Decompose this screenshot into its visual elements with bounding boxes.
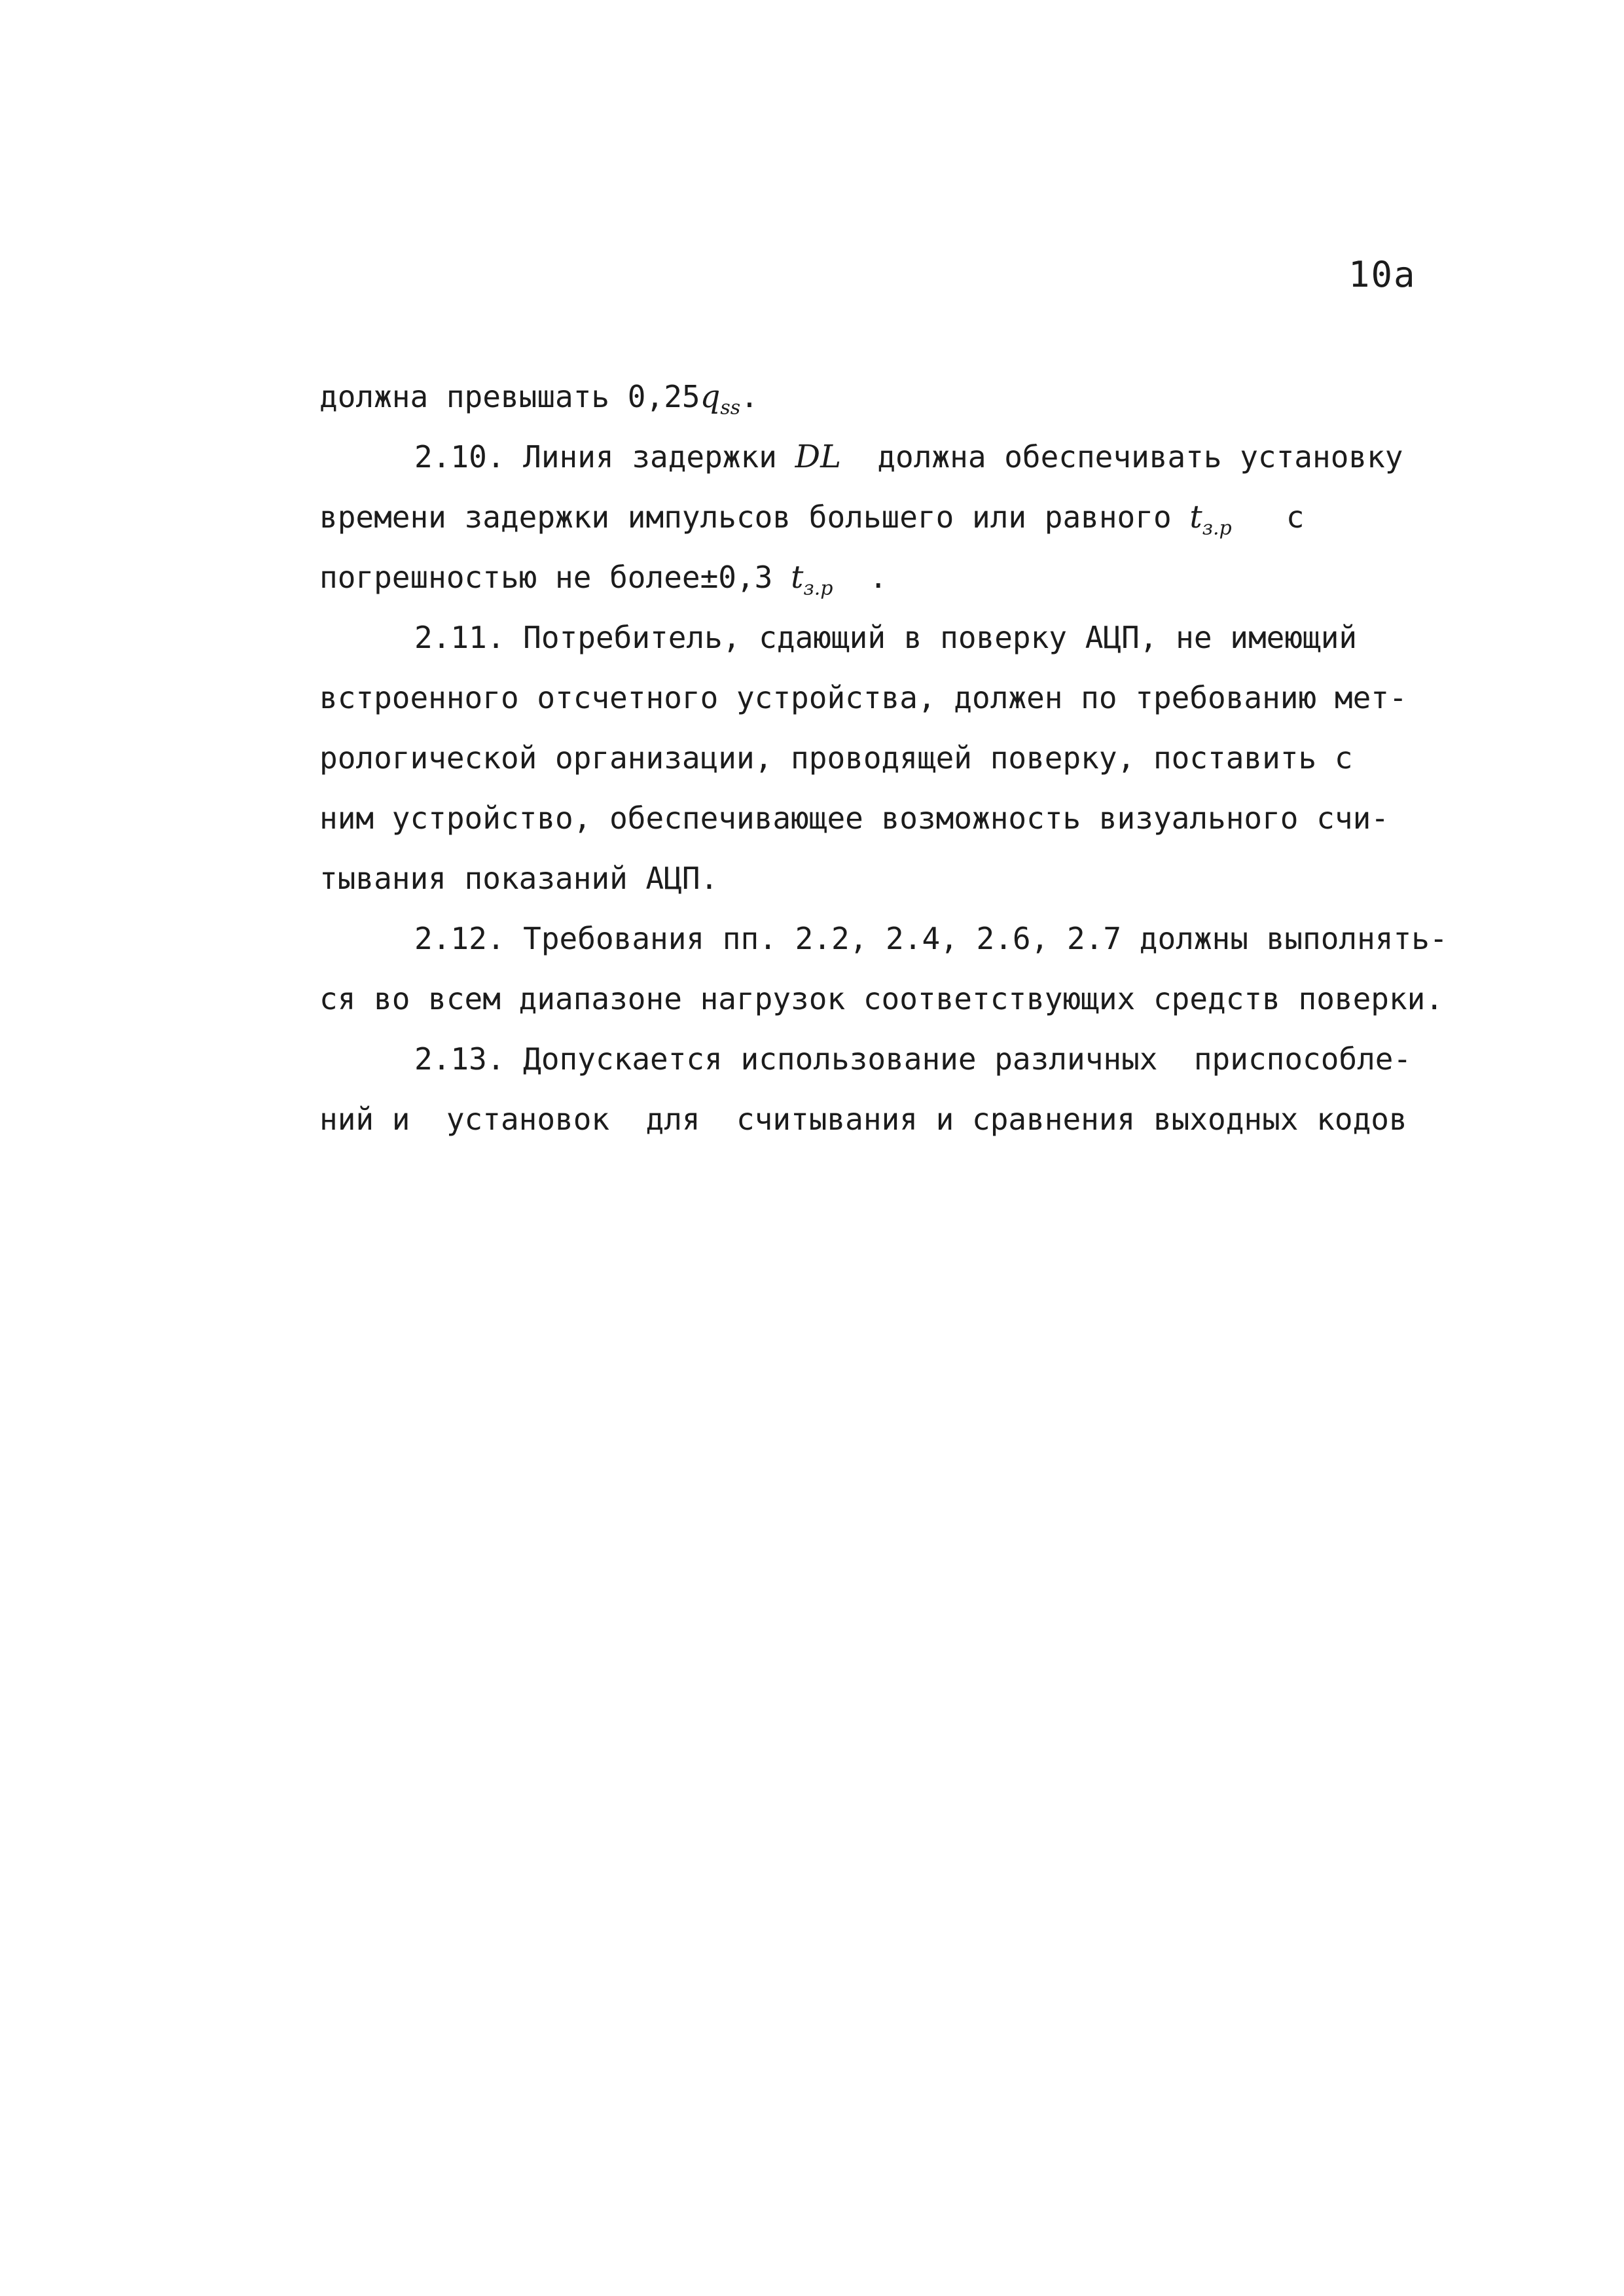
line-2-text: 2.10. Линия задержки [414,439,795,475]
line-1-text: должна превышать 0,25 [319,379,700,414]
dl-symbol: DL [795,439,841,475]
line-2-trail: должна обеспечивать установку [840,439,1403,475]
text-line-13: ний и установок для считывания и сравнения выходных кодов [319,1102,1407,1137]
text-line-4 [319,547,1458,607]
text-line-11: ся во всем диапазоне нагрузок соответствующих средств поверки. [319,981,1444,1016]
q-symbol: q [700,378,721,415]
line-4-text: погрешностью не более±0,3 [319,560,791,595]
t-subscript-1: з.р [1202,516,1232,540]
document-body [319,367,1458,1149]
line-1-period: . [740,379,759,414]
text-line-2 [319,427,1458,487]
line-3-trail: с [1231,499,1305,535]
t-subscript-2: з.р [803,577,833,600]
text-line-8: ним устройство, обеспечивающее возможность визуального счи- [319,800,1389,836]
page-number: 10а [1348,254,1416,295]
t-symbol-2: t [791,559,804,596]
t-symbol-1: t [1189,499,1202,535]
q-subscript: ss [720,396,741,420]
text-line-3 [319,487,1458,547]
line-4-period [833,560,869,595]
text-line-1 [319,367,1458,427]
line-3-text: времени задержки импульсов большего или равного [319,499,1190,535]
text-line-12: 2.13. Допускается использование различных приспособле- [414,1041,1412,1077]
text-line-10: 2.12. Требования пп. 2.2, 2.4, 2.6, 2.7 должны выполнять- [414,921,1448,956]
text-line-5: 2.11. Потребитель, сдающий в поверку АЦП, не имеющий [414,620,1358,655]
text-line-9: тывания показаний АЦП. [319,861,719,896]
line-4-dot: . [869,560,888,595]
text-line-6: встроенного отсчетного устройства, должен по требованию мет- [319,680,1407,715]
text-line-7: рологической организации, проводящей поверку, поставить с [319,740,1353,776]
